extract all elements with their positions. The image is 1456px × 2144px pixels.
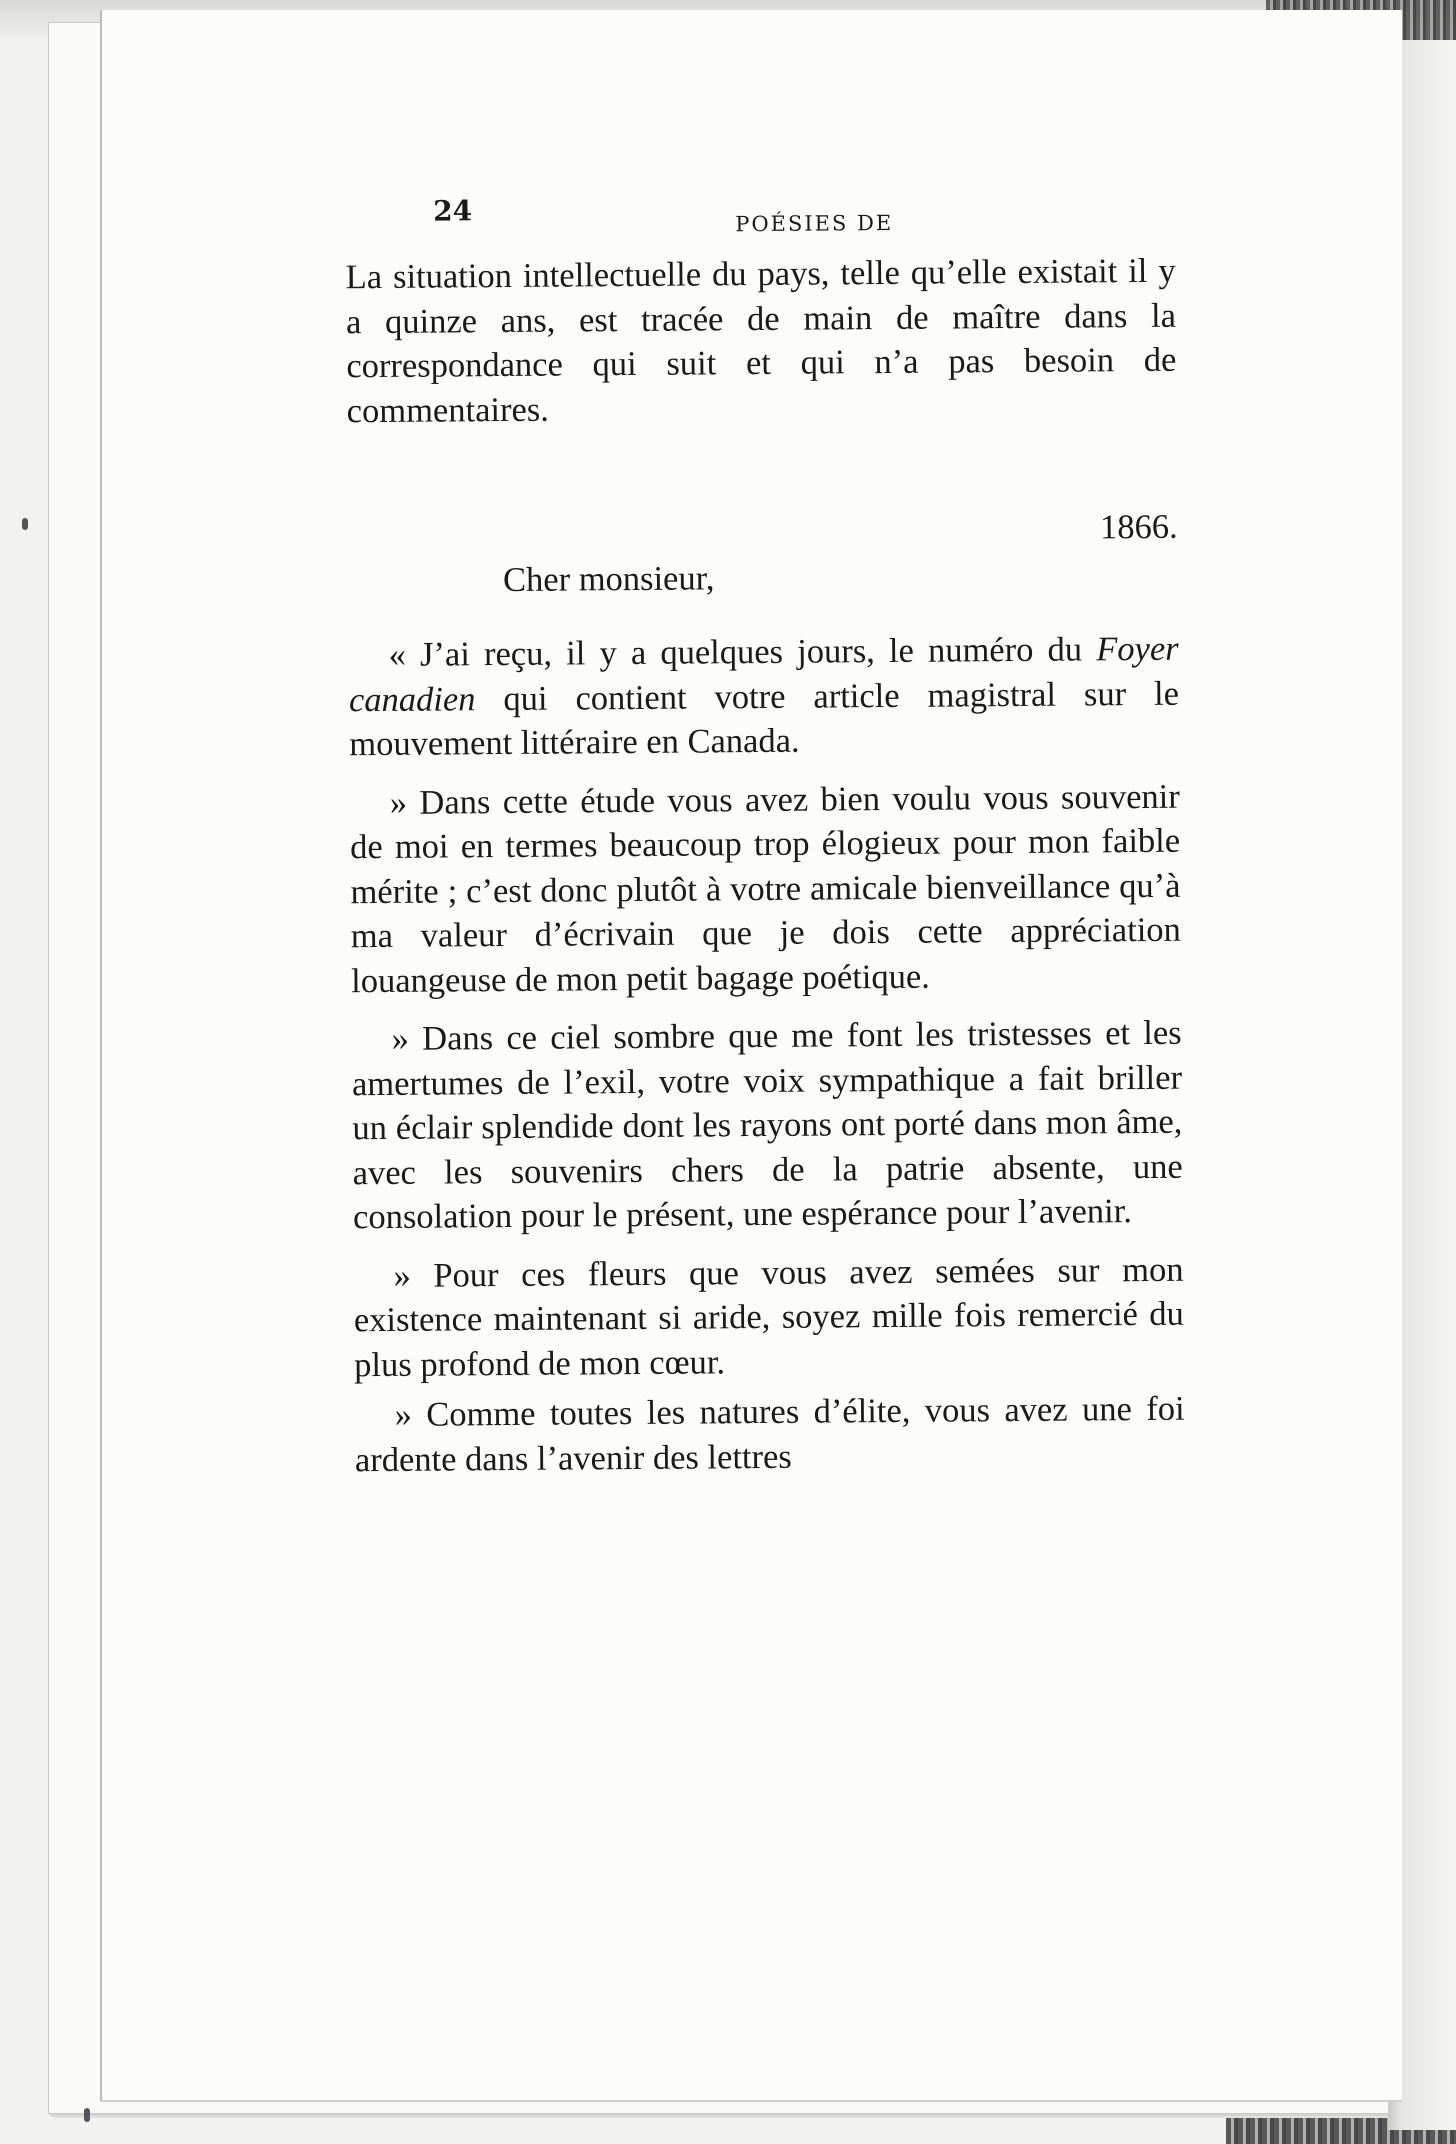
page-text-block [345,187,1185,1482]
page-number: 24 [433,194,473,228]
scan-speck [84,2108,90,2122]
letter-paragraph-5: » Comme toutes les natures d’élite, vous avez une foi ardente dans l’avenir des lettres [354,1389,1185,1479]
scan-speck [22,518,28,530]
paragraph-1-end: qui contient votre article magistral sur le mouvement littéraire en Canada. [349,674,1180,764]
running-title: POÉSIES DE [735,210,894,237]
letter-paragraph-1 [348,627,1179,767]
letter-paragraph-4: » Pour ces fleurs que vous avez semées sur mon existence maintenant si aride, soyez mille fois remercié du plus profond de mon cœur. [353,1250,1184,1384]
paragraph-1-start: « J’ai reçu, il y a quelques jours, le numéro du [388,630,1097,674]
journal-title: Foyer canadien [348,629,1179,719]
letter-paragraph-2: » Dans cette étude vous avez bien voulu vous souvenir de moi en termes beaucoup trop élogieux pour mon faible mérite ; c’est donc plutôt à votre amicale bienveillance qu’à ma valeur d’écrivain que je dois cette appréciation louangeuse de mon petit bagage poétique. [350,777,1181,1000]
letter-date: 1866. [1099,507,1178,547]
letter-salutation: Cher monsieur, [502,559,715,600]
running-head [345,187,1175,256]
intro-paragraph: La situation intellectuelle du pays, telle qu’elle existait il y a quinze ans, est tracée de main de maître dans la correspondance qui suit et qui n’a pas besoin de commentaires. [345,251,1177,430]
letter-paragraph-3: » Dans ce ciel sombre que me font les tristesses et les amertumes de l’exil, votre voix sympathique a fait briller un éclair splendide dont les rayons ont porté dans mon âme, avec les souvenirs chers de la patrie absente, une consolation pour le présent, une espérance pour l’avenir. [351,1013,1183,1237]
